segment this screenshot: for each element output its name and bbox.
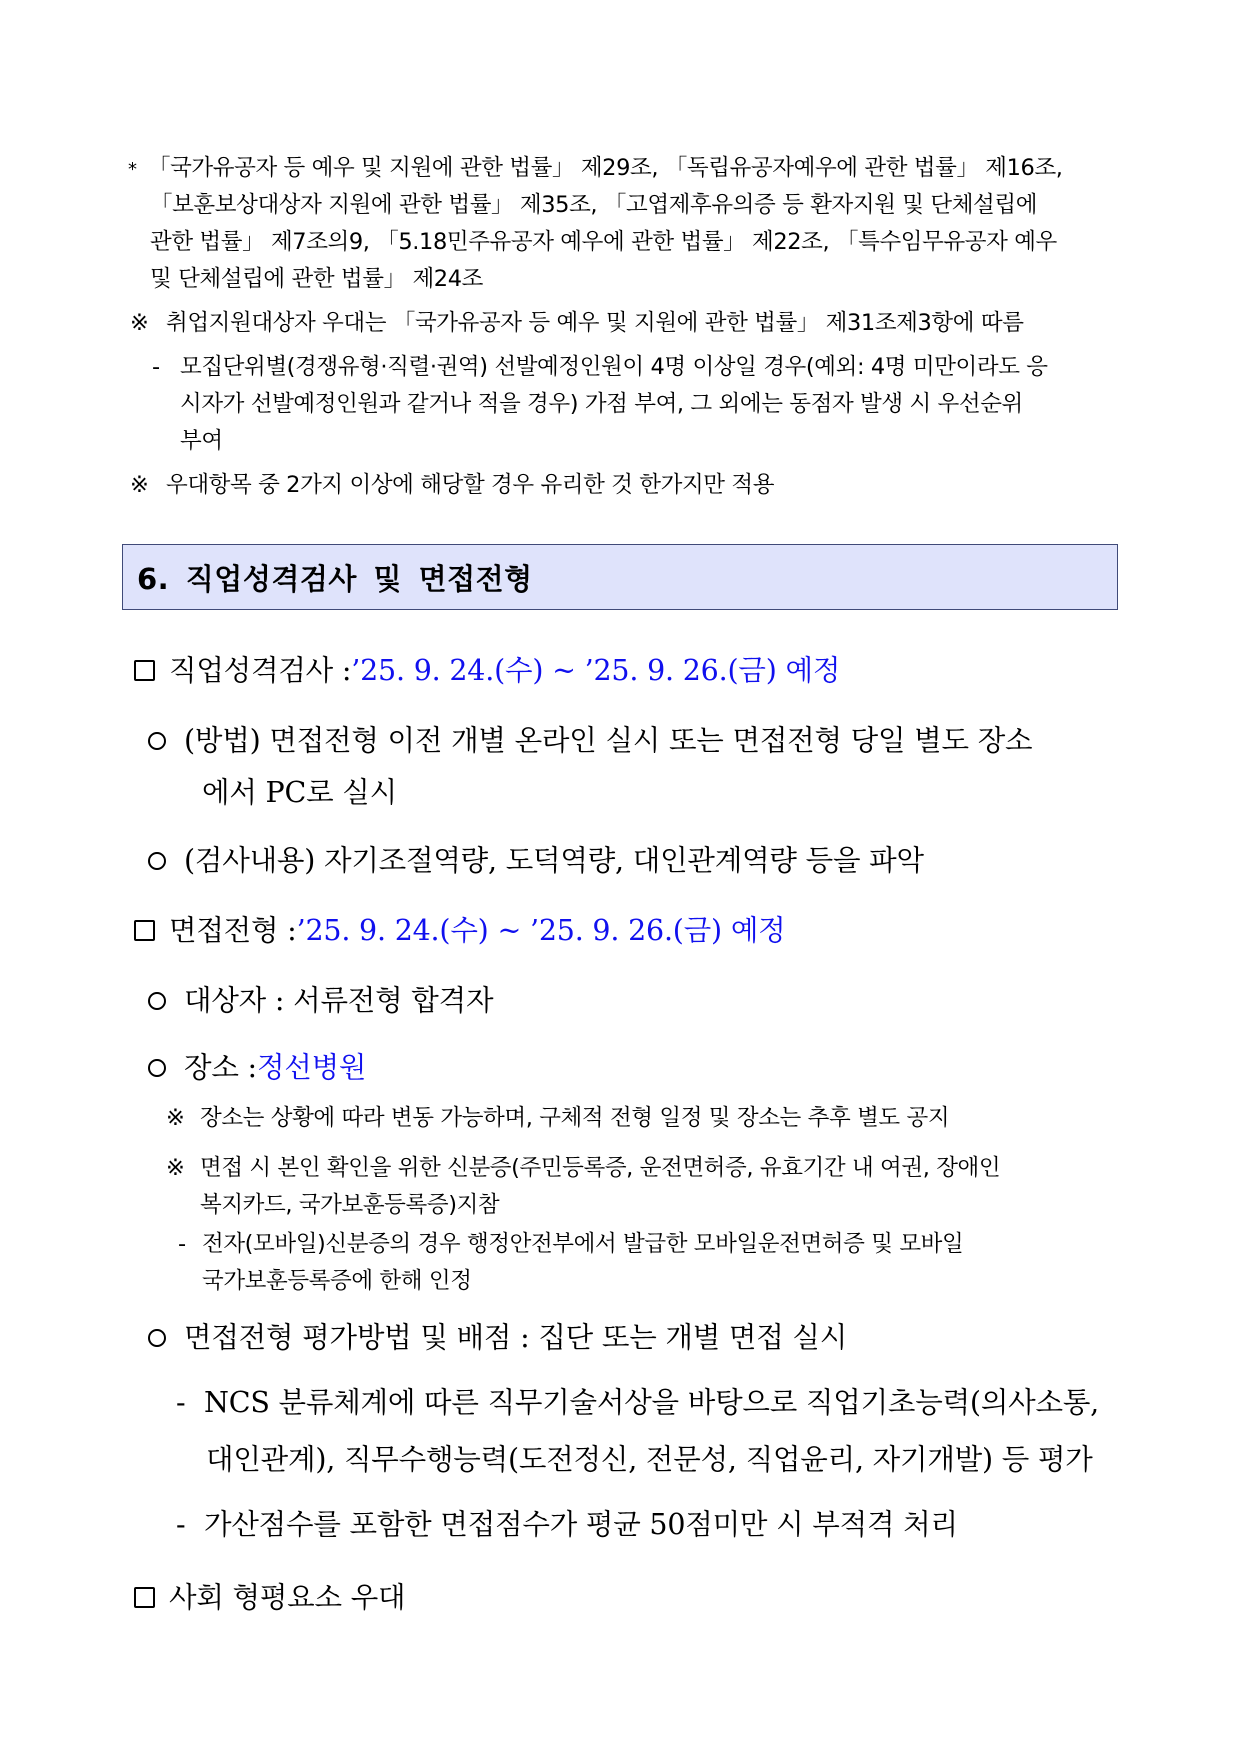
- personality-test-method-line-1: (방법) 면접전형 이전 개별 온라인 실시 또는 면접전형 당일 별도 장소: [148, 718, 1114, 759]
- employment-support-note: ※ 취업지원대상자 우대는 「국가유공자 등 예우 및 지원에 관한 법률」 제31조제3항에 따름: [130, 305, 1024, 342]
- square-bullet-icon: [134, 1587, 155, 1608]
- multiple-items-note: ※ 우대항목 중 2가지 이상에 해당할 경우 유리한 것 한가지만 적용: [130, 467, 774, 504]
- personality-test-method-line-2: 에서 PC로 실시: [202, 776, 397, 809]
- reference-mark: ※: [166, 1105, 185, 1131]
- circle-bullet-icon: [148, 732, 166, 750]
- interview-target: 대상자 : 서류전형 합격자: [148, 978, 493, 1019]
- bonus-point-rule-line-2: 시자가 선발예정인원과 같거나 적을 경우) 가점 부여, 그 외에는 동점자 발생 시 우선순위: [180, 391, 1023, 417]
- section-heading-box: [122, 544, 1118, 610]
- square-bullet-icon: [134, 920, 155, 941]
- circle-bullet-icon: [148, 1329, 166, 1347]
- mobile-id-note-line-2: 국가보훈등록증에 한해 인정: [202, 1268, 472, 1294]
- id-requirement-note-line-1: ※ 면접 시 본인 확인을 위한 신분증(주민등록증, 운전면허증, 유효기간 내 여권, 장애인: [166, 1150, 1116, 1187]
- reference-mark: ※: [130, 472, 149, 498]
- law-reference-line-2: 「보훈보상대상자 지원에 관한 법률」 제35조, 「고엽제후유의증 등 환자지원 및 단체설립에: [150, 192, 1038, 218]
- law-reference-line-1: * 「국가유공자 등 예우 및 지원에 관한 법률」 제29조, 「독립유공자예우에 관한 법률」 제16조,: [128, 150, 1116, 188]
- section-heading: 6. 직업성격검사 및 면접전형: [137, 561, 533, 596]
- reference-mark: ※: [130, 310, 149, 336]
- social-equity-title: 사회 형평요소 우대: [134, 1575, 405, 1616]
- ncs-criteria-line-2: 대인관계), 직무수행능력(도전정신, 전문성, 직업윤리, 자기개발) 등 평가: [206, 1443, 1093, 1476]
- place-change-note: ※ 장소는 상황에 따라 변동 가능하며, 구체적 전형 일정 및 장소는 추후 별도 공지: [166, 1100, 949, 1137]
- square-bullet-icon: [134, 660, 155, 681]
- asterisk-mark: *: [128, 159, 137, 180]
- personality-test-title: 직업성격검사 : ’25. 9. 24.(수) ~ ’25. 9. 26.(금) 예정: [134, 648, 840, 689]
- circle-bullet-icon: [148, 1059, 166, 1077]
- interview-place-value: 정선병원: [256, 1051, 367, 1084]
- fail-rule: - 가산점수를 포함한 면접점수가 평균 50점미만 시 부적격 처리: [176, 1508, 958, 1541]
- bonus-point-rule-line-1: - 모집단위별(경쟁유형·직렬·권역) 선발예정인원이 4명 이상일 경우(예외: 4명 미만이라도 응: [152, 349, 1116, 386]
- personality-test-content: (검사내용) 자기조절역량, 도덕역량, 대인관계역량 등을 파악: [148, 838, 924, 879]
- personality-test-date: ’25. 9. 24.(수) ~ ’25. 9. 26.(금) 예정: [351, 654, 841, 687]
- law-reference-line-3: 관한 법률」 제7조의9, 「5.18민주유공자 예우에 관한 법률」 제22조, 「특수임무유공자 예우: [150, 229, 1057, 255]
- interview-place: 장소 : 정선병원: [148, 1045, 366, 1086]
- circle-bullet-icon: [148, 992, 166, 1010]
- interview-date: ’25. 9. 24.(수) ~ ’25. 9. 26.(금) 예정: [296, 914, 786, 947]
- bonus-point-rule-line-3: 부여: [180, 428, 223, 454]
- id-requirement-note-line-2: 복지카드, 국가보훈등록증)지참: [200, 1192, 500, 1218]
- dash-mark: -: [178, 1231, 186, 1257]
- ncs-criteria-line-1: - NCS 분류체계에 따른 직무기술서상을 바탕으로 직업기초능력(의사소통,: [176, 1386, 1100, 1419]
- circle-bullet-icon: [148, 852, 166, 870]
- dash-mark: -: [176, 1508, 186, 1541]
- dash-mark: -: [176, 1386, 186, 1419]
- reference-mark: ※: [166, 1155, 185, 1181]
- interview-evaluation-method: 면접전형 평가방법 및 배점 : 집단 또는 개별 면접 실시: [148, 1315, 847, 1356]
- interview-title: 면접전형 : ’25. 9. 24.(수) ~ ’25. 9. 26.(금) 예정: [134, 908, 786, 949]
- law-reference-line-4: 및 단체설립에 관한 법률」 제24조: [150, 266, 483, 292]
- mobile-id-note-line-1: - 전자(모바일)신분증의 경우 행정안전부에서 발급한 모바일운전면허증 및 모바일: [178, 1226, 1116, 1263]
- dash-mark: -: [152, 354, 160, 380]
